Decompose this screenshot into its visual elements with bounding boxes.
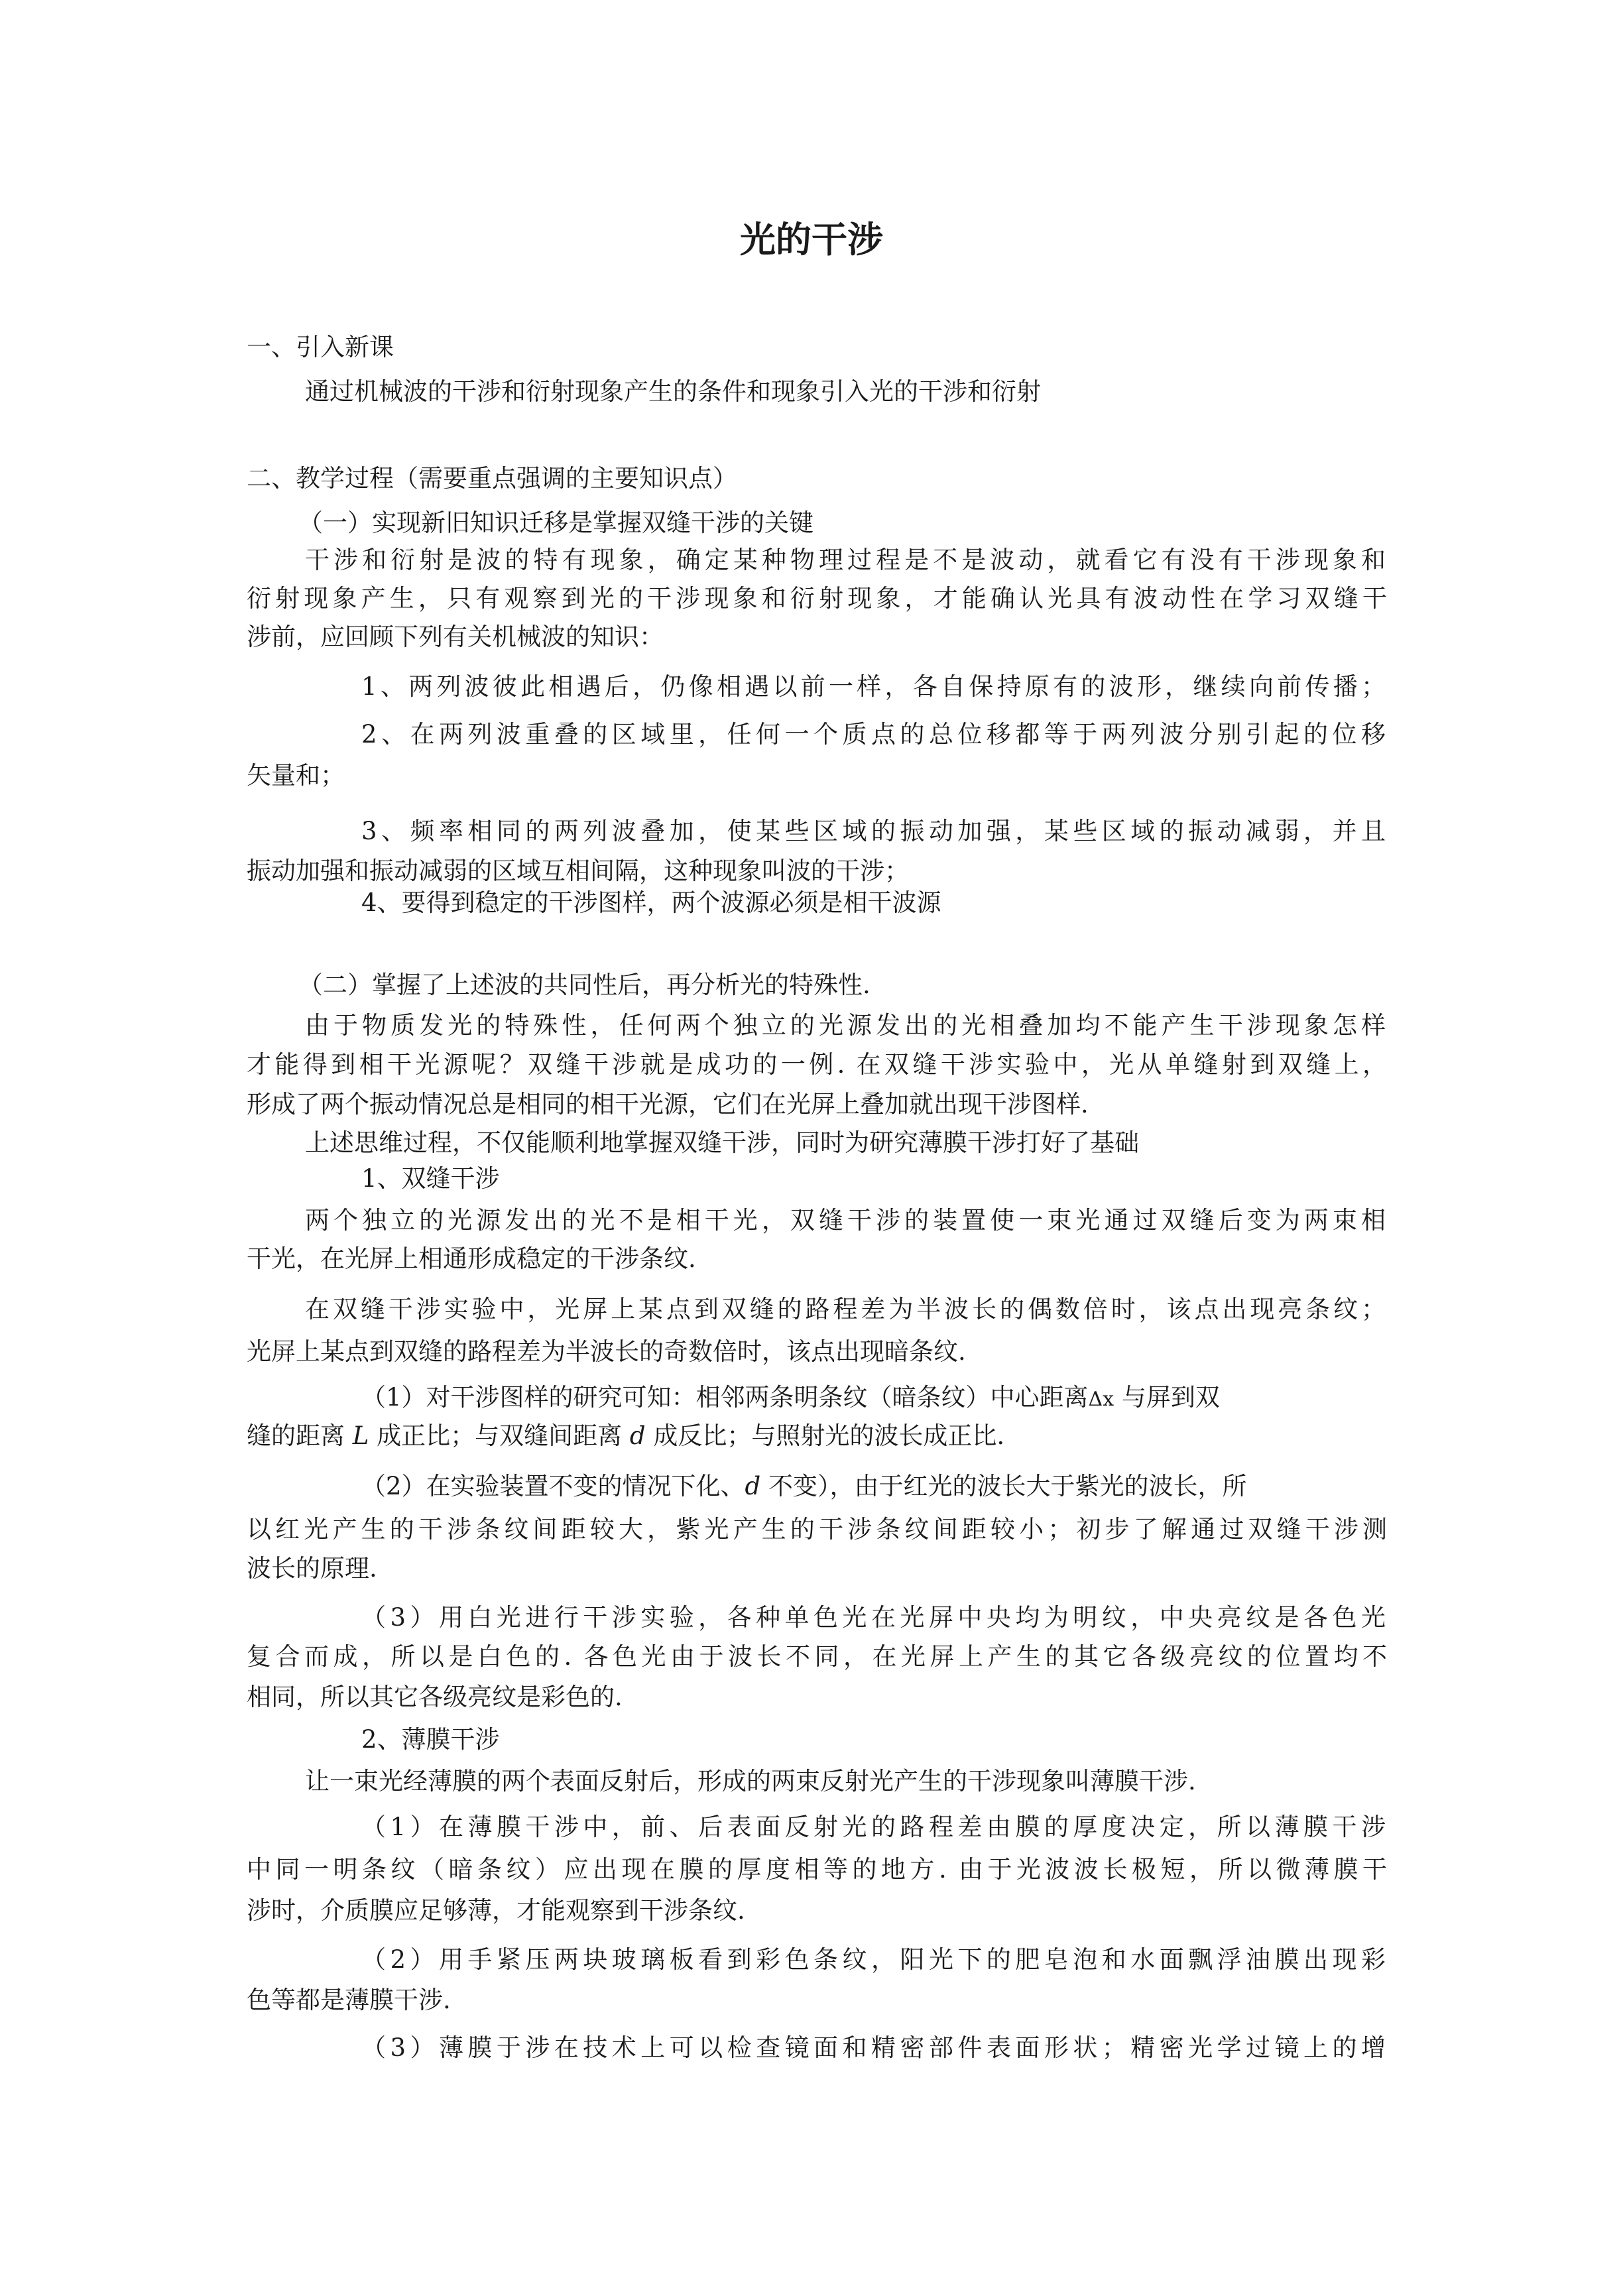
- paragraph-line: 两个独立的光源发出的光不是相干光，双缝干涉的装置使一束光通过双缝后变为两束相: [305, 1206, 1386, 1235]
- note-1-line-2: 缝的距离 L 成正比；与双缝间距离 d 成反比；与照射光的波长成正比.: [247, 1421, 1005, 1450]
- paragraph-line: 由于物质发光的特殊性，任何两个独立的光源发出的光相叠加均不能产生干涉现象怎样: [305, 1011, 1386, 1040]
- section-heading-intro: 一、引入新课: [247, 333, 394, 361]
- paragraph-line: 复合而成，所以是白色的. 各色光由于波长不同，在光屏上产生的其它各级亮纹的位置均不: [247, 1642, 1387, 1671]
- var-L: L: [352, 1421, 369, 1450]
- paragraph-line: 波长的原理.: [247, 1554, 377, 1583]
- paragraph-line: 涉时，介质膜应足够薄，才能观察到干涉条纹.: [247, 1896, 745, 1925]
- paragraph-line: 干涉和衍射是波的特有现象，确定某种物理过程是不是波动，就看它有没有干涉现象和: [305, 546, 1386, 574]
- delta-x-symbol: Δx: [1088, 1388, 1114, 1411]
- section-heading-process: 二、教学过程（需要重点强调的主要知识点）: [247, 464, 737, 493]
- paragraph-line: 让一束光经薄膜的两个表面反射后，形成的两束反射光产生的干涉现象叫薄膜干涉.: [305, 1767, 1196, 1795]
- paragraph-line: 涉前，应回顾下列有关机械波的知识：: [247, 623, 664, 651]
- subsection-heading-2: （二）掌握了上述波的共同性后，再分析光的特殊性.: [298, 971, 871, 999]
- list-item-4: 4、要得到稳定的干涉图样，两个波源必须是相干波源: [361, 888, 941, 917]
- var-d: d: [629, 1421, 646, 1450]
- topic-heading-double-slit: 1、双缝干涉: [361, 1164, 500, 1193]
- film-note-2-line-1: （2）用手紧压两块玻璃板看到彩色条纹，阳光下的肥皂泡和水面飘浮油膜出现彩: [361, 1945, 1386, 1974]
- film-note-1-line-1: （1）在薄膜干涉中，前、后表面反射光的路程差由膜的厚度决定，所以薄膜干涉: [361, 1813, 1386, 1841]
- paragraph-line: 色等都是薄膜干涉.: [247, 1986, 451, 2014]
- paragraph-line: 衍射现象产生，只有观察到光的干涉现象和衍射现象，才能确认光具有波动性在学习双缝干: [247, 584, 1387, 613]
- list-item-3-cont: 振动加强和振动减弱的区域互相间隔，这种现象叫波的干涉；: [247, 857, 909, 885]
- film-note-3-line-1: （3）薄膜于涉在技术上可以检查镜面和精密部件表面形状；精密光学过镜上的增: [361, 2033, 1386, 2062]
- paragraph-line: 在双缝干涉实验中，光屏上某点到双缝的路程差为半波长的偶数倍时，该点出现亮条纹；: [305, 1295, 1386, 1323]
- list-item-3: 3、频率相同的两列波叠加，使某些区域的振动加强，某些区域的振动减弱，并且: [361, 817, 1386, 845]
- note-2-line-1: （2）在实验装置不变的情况下化、d 不变），由于红光的波长大于紫光的波长，所: [361, 1472, 1247, 1500]
- note-1-line-1: （1）对干涉图样的研究可知：相邻两条明条纹（暗条纹）中心距离Δx 与屏到双: [361, 1383, 1220, 1412]
- list-item-2: 2、在两列波重叠的区域里，任何一个质点的总位移都等于两列波分别引起的位移: [361, 720, 1386, 749]
- intro-body: 通过机械波的干涉和衍射现象产生的条件和现象引入光的干涉和衍射: [305, 377, 1041, 406]
- paragraph-line: 以红光产生的干涉条纹间距较大，紫光产生的干涉条纹间距较小；初步了解通过双缝干涉测: [247, 1515, 1387, 1543]
- list-item-1: 1、两列波彼此相遇后，仍像相遇以前一样，各自保持原有的波形，继续向前传播；: [361, 672, 1386, 701]
- paragraph-line: 形成了两个振动情况总是相同的相干光源，它们在光屏上叠加就出现干涉图样.: [247, 1090, 1089, 1118]
- paragraph-line: 相同，所以其它各级亮纹是彩色的.: [247, 1683, 623, 1711]
- topic-heading-thin-film: 2、薄膜干涉: [361, 1725, 500, 1754]
- var-d: d: [745, 1472, 761, 1500]
- list-item-2-cont: 矢量和；: [247, 761, 345, 790]
- paragraph-line: 上述思维过程，不仅能顺利地掌握双缝干涉，同时为研究薄膜干涉打好了基础: [305, 1128, 1139, 1157]
- note-3-line-1: （3）用白光进行干涉实验，各种单色光在光屏中央均为明纹，中央亮纹是各色光: [361, 1603, 1386, 1632]
- paragraph-line: 光屏上某点到双缝的路程差为半波长的奇数倍时，该点出现暗条纹.: [247, 1337, 966, 1366]
- subsection-heading-1: （一）实现新旧知识迁移是掌握双缝干涉的关键: [298, 509, 813, 537]
- paragraph-line: 干光，在光屏上相通形成稳定的干涉条纹.: [247, 1244, 696, 1273]
- page-title: 光的干涉: [740, 218, 883, 261]
- paragraph-line: 才能得到相干光源呢？双缝干涉就是成功的一例. 在双缝干涉实验中，光从单缝射到双缝上，: [247, 1050, 1387, 1079]
- paragraph-line: 中同一明条纹（暗条纹）应出现在膜的厚度相等的地方. 由于光波波长极短，所以微薄膜干: [247, 1855, 1387, 1884]
